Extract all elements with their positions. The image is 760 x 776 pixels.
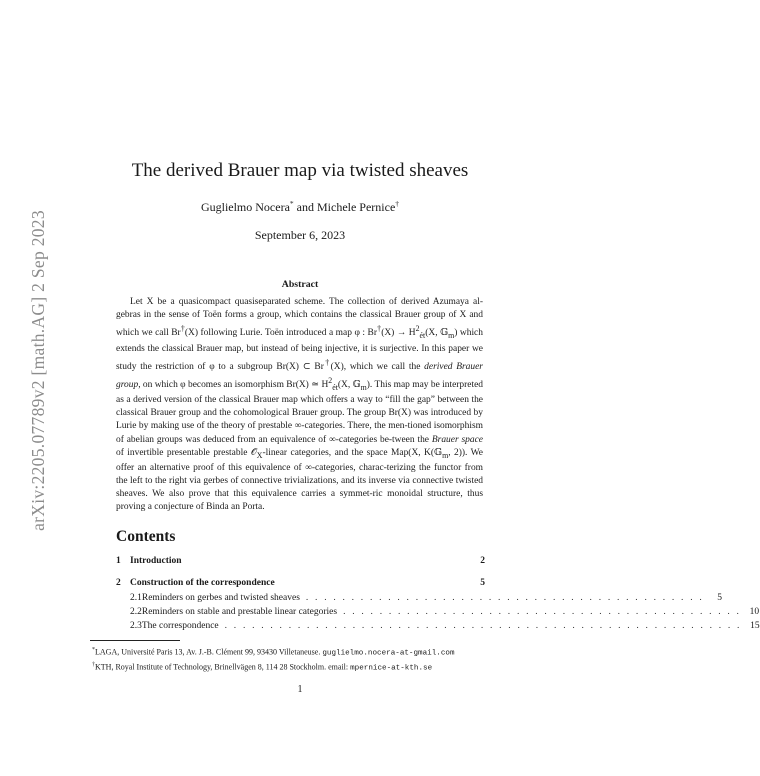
toc-entry-gerbes[interactable]: 2.1 Reminders on gerbes and twisted sheaves . . . . . . . . . . . . . . . . . . . . . . . . . . . . . . . . . . . . . . . . . . . . 5 [130, 592, 722, 603]
toc-page-number: 15 [750, 621, 760, 632]
abstract-body [116, 296, 483, 514]
table-of-contents [116, 556, 760, 635]
contents-heading: Contents [116, 528, 176, 545]
toc-leader-dots: . . . . . . . . . . . . . . . . . . . . . . . . . . . . . . . . . . . . . . . . . . . . . . . . . . . . . . . . . [224, 621, 742, 632]
page-number: 1 [297, 684, 303, 695]
author-pernice-footnote-mark: † [395, 199, 400, 208]
email-pernice[interactable]: mpernice-at-kth.se [350, 664, 433, 673]
toc-page-number: 10 [749, 606, 760, 617]
arxiv-identifier-text: arXiv:2205.07789v2 [math.AG] 2 Sep 2023 [27, 210, 48, 531]
author-nocera-footnote-mark: * [289, 199, 294, 208]
toc-entry-construction[interactable]: 2 Construction of the correspondence 5 [116, 578, 485, 589]
footnote-nocera: *LAGA, Université Paris 13, Av. J.-B. Clément 99, 93430 Villetaneuse. guglielmo.nocera-at-gmail.com [92, 647, 455, 658]
abstract-heading: Abstract [281, 279, 319, 290]
toc-page-number: 5 [717, 592, 722, 603]
footnote-divider [90, 640, 180, 641]
toc-page-number: 5 [480, 578, 485, 589]
abstract-paragraph: Let X be a quasicompact quasiseparated scheme. The collection of derived Azumaya al-gebras in the sense of Toën forms a group, which contains the classical Brauer group of X and which we call Br†(X) following Lurie. Toën introduced a map φ : $Br^\dagger(X) \to H^2_{ét}(X$, 𝔾$_m$) which extends the classical Brauer map, but instead of being injective, it is surjective. In this paper we study the restriction of φ to a subgroup Br(X) ⊂ Br†(X), which we call the derived Brauer group, on which φ becomes an isomorphism Br(X) ≃ $H^2_{ét}(X$, 𝔾$_m$). This map may be interpreted as a derived version of the classical Brauer map which offers a way to “fill the gap” between the classical Brauer group and the cohomological Brauer group. The group Br(X) was introduced by Lurie by making use of the theory of prestable ∞-categories. There, the men-tioned isomorphism of abelian groups was deduced from an equivalence of ∞-categories be-tween the Brauer space of invertible presentable prestable 𝒪$_X$-linear categories, and the space Map(X, K(𝔾$_m$, 2)). We offer an alternative proof of this equivalence of ∞-categories, charac-terizing the functor from the left to the right via gerbes of connective trivializations, and its inverse via connective twisted sheaves. We also prove that this equivalence carries a symmet-ric monoidal structure, thus proving a conjecture of Binda an Porta. [116, 297, 483, 513]
author-nocera: Guglielmo Nocera [200, 200, 290, 214]
toc-leader-dots: . . . . . . . . . . . . . . . . . . . . . . . . . . . . . . . . . . . . . . . . . . . . [343, 606, 742, 617]
email-nocera[interactable]: guglielmo.nocera-at-gmail.com [322, 649, 455, 658]
footnote-pernice: †KTH, Royal Institute of Technology, Brinellvägen 8, 114 28 Stockholm. email: mpernice-at-kth.se [92, 661, 433, 673]
toc-page-number: 2 [480, 556, 485, 566]
author-conjunction: and [293, 200, 317, 214]
footnotes [92, 645, 512, 674]
toc-entry-linear-categories[interactable]: 2.2 Reminders on stable and prestable linear categories . . . . . . . . . . . . . . . . . . . . . . . . . . . . . . . . . . . . . . . . . . . . 10 [130, 606, 760, 617]
paper-title: The derived Brauer map via twisted sheaves [131, 160, 469, 181]
author-pernice: Michele Pernice [316, 200, 396, 214]
toc-leader-dots: . . . . . . . . . . . . . . . . . . . . . . . . . . . . . . . . . . . . . . . . . . . . [305, 592, 704, 603]
toc-entry-correspondence[interactable]: 2.3 The correspondence . . . . . . . . . . . . . . . . . . . . . . . . . . . . . . . . . . . . . . . . . . . . . . . . . . . . . . . . . 15 [130, 621, 760, 632]
toc-entry-introduction[interactable]: 1 Introduction 2 [116, 556, 485, 566]
author-line [0, 199, 600, 215]
paper-date: September 6, 2023 [254, 228, 346, 242]
